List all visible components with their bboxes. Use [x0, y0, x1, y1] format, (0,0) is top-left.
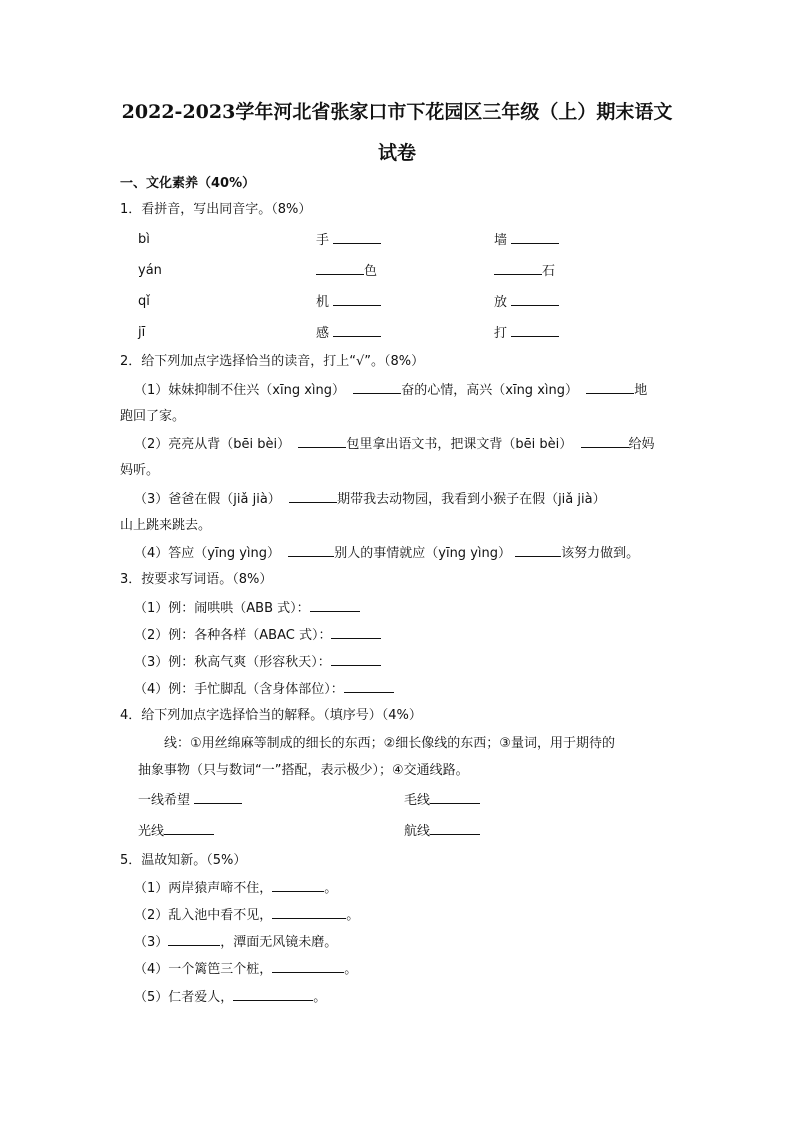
section-heading: 一、文化素养（40%） [120, 176, 256, 191]
answer-blank[interactable] [272, 879, 324, 892]
answer-blank[interactable] [298, 435, 346, 448]
q1-item: 石 [494, 262, 555, 281]
answer-blank[interactable] [272, 960, 344, 973]
q1-item: 手 [316, 231, 381, 250]
q4-word-2: 毛线 [404, 791, 480, 810]
q2-item-2: （2）亮亮从背（bēi bèi） 包里拿出语文书，把课文背（bēi bèi） 给妈 [134, 437, 655, 452]
pinyin-label: bì [138, 232, 150, 247]
q1-item: 感 [316, 324, 381, 343]
answer-blank[interactable] [233, 988, 313, 1001]
exam-title-continued: 试卷 [377, 142, 416, 164]
q4-word-3: 光线 [138, 822, 214, 841]
q4-definition: 线：①用丝绵麻等制成的细长的东西；②细长像线的东西；③量词，用于期待的 [164, 736, 615, 751]
answer-blank[interactable] [331, 626, 381, 639]
pinyin-label: qǐ [138, 294, 150, 309]
q2-item-1: （1）妹妹抑制不住兴（xīng xìng） 奋的心情，高兴（xīng xìng） 地 [134, 383, 648, 398]
answer-blank[interactable] [164, 822, 214, 835]
answer-blank[interactable] [316, 262, 364, 275]
q1-item: 放 [494, 293, 559, 312]
answer-blank[interactable] [194, 791, 242, 804]
question-5-stem: 5．温故知新。（5%） [120, 853, 247, 868]
answer-blank[interactable] [310, 599, 360, 612]
q4-word-4: 航线 [404, 822, 480, 841]
question-1-stem: 1．看拼音，写出同音字。（8%） [120, 202, 312, 217]
question-4-stem: 4．给下列加点字选择恰当的解释。（填序号）（4%） [120, 708, 422, 723]
q5-item-5: （5）仁者爱人， 。 [134, 990, 327, 1005]
answer-blank[interactable] [515, 544, 561, 557]
answer-blank[interactable] [430, 822, 480, 835]
q1-item: 机 [316, 293, 381, 312]
answer-blank[interactable] [333, 324, 381, 337]
q5-item-3: （3） ，潭面无风镜未磨。 [134, 935, 338, 950]
q1-item: 打 [494, 324, 559, 343]
answer-blank[interactable] [333, 293, 381, 306]
answer-blank[interactable] [494, 262, 542, 275]
pinyin-label: yán [138, 263, 162, 278]
q1-item: 墙 [494, 231, 559, 250]
q1-item: 色 [316, 262, 377, 281]
answer-blank[interactable] [331, 653, 381, 666]
answer-blank[interactable] [353, 381, 401, 394]
answer-blank[interactable] [581, 435, 629, 448]
q3-item-1: （1）例：闹哄哄（ABB 式）： [134, 599, 360, 618]
question-3-stem: 3．按要求写词语。（8%） [120, 572, 273, 587]
answer-blank[interactable] [272, 906, 346, 919]
q3-item-3: （3）例：秋高气爽（形容秋天）： [134, 653, 381, 672]
answer-blank[interactable] [289, 490, 337, 503]
q3-item-2: （2）例：各种各样（ABAC 式）： [134, 626, 381, 645]
q4-word-1: 一线希望 [138, 791, 242, 810]
answer-blank[interactable] [511, 293, 559, 306]
q2-item-2-cont: 妈听。 [120, 463, 160, 478]
answer-blank[interactable] [333, 231, 381, 244]
exam-title: 2022-2023学年河北省张家口市下花园区三年级（上）期末语文 [121, 101, 673, 123]
q2-item-1-cont: 跑回了家。 [120, 409, 186, 424]
answer-blank[interactable] [511, 324, 559, 337]
answer-blank[interactable] [511, 231, 559, 244]
q2-item-3-cont: 山上跳来跳去。 [120, 518, 212, 533]
q5-item-2: （2）乱入池中看不见， 。 [134, 908, 360, 923]
q2-item-3: （3）爸爸在假（jiǎ jià） 期带我去动物园，我看到小猴子在假（jiǎ jià） [134, 492, 606, 507]
answer-blank[interactable] [168, 933, 220, 946]
answer-blank[interactable] [344, 680, 394, 693]
pinyin-label: jī [138, 325, 146, 340]
question-2-stem: 2．给下列加点字选择恰当的读音，打上“√”。（8%） [120, 354, 425, 369]
q5-item-4: （4）一个篱笆三个桩， 。 [134, 962, 358, 977]
q5-item-1: （1）两岸猿声啼不住， 。 [134, 881, 338, 896]
answer-blank[interactable] [430, 791, 480, 804]
q2-item-4: （4）答应（yīng yìng） 别人的事情就应（yīng yìng） 该努力做到。 [134, 546, 640, 561]
answer-blank[interactable] [288, 544, 334, 557]
answer-blank[interactable] [586, 381, 634, 394]
q4-definition-cont: 抽象事物（只与数词“一”搭配，表示极少）；④交通线路。 [138, 763, 469, 778]
q3-item-4: （4）例：手忙脚乱（含身体部位）： [134, 680, 394, 699]
